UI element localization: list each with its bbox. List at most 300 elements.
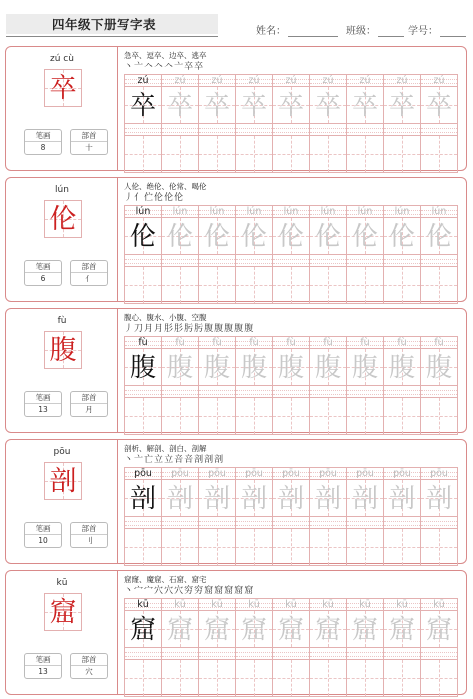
pinyin-guide-line (125, 259, 161, 260)
stroke-step: 宀 (134, 586, 144, 596)
grid-guide-horizontal (384, 285, 420, 286)
trace-character: 剖 (203, 484, 230, 514)
writing-cell[interactable] (198, 610, 236, 648)
trace-character: 卒 (388, 91, 415, 121)
grid-guide-horizontal (199, 285, 235, 286)
grid-guide-horizontal (236, 547, 272, 548)
stroke-step: 窟 (224, 586, 234, 596)
writing-cell[interactable] (272, 397, 310, 435)
grid-guide-horizontal (310, 416, 346, 417)
writing-cell[interactable] (272, 217, 310, 255)
pinyin-trace: zú (433, 75, 445, 86)
character-row (124, 217, 466, 254)
writing-cell[interactable] (124, 266, 162, 304)
pinyin-trace: fù (175, 337, 185, 348)
stroke-step: 丿 (124, 193, 134, 203)
grid-guide-horizontal (273, 154, 309, 155)
pinyin-guide-line (421, 652, 457, 653)
pinyin-guide-line (236, 390, 272, 391)
page-header (0, 0, 473, 40)
pinyin-guide-line (236, 132, 272, 133)
pinyin-guide-line (384, 390, 420, 391)
pinyin-guide-line (236, 525, 272, 526)
writing-cell[interactable] (346, 135, 384, 173)
writing-cell[interactable] (124, 217, 162, 255)
pinyin-guide-line (310, 521, 346, 522)
grid-guide-horizontal (273, 416, 309, 417)
pinyin-trace: kū (396, 599, 408, 610)
writing-cell[interactable] (383, 217, 421, 255)
writing-cell[interactable] (309, 610, 347, 648)
pinyin-guide-line (347, 259, 383, 260)
pinyin-guide-line (384, 656, 420, 657)
writing-cell[interactable] (272, 610, 310, 648)
pinyin-trace: pōu (393, 468, 411, 479)
pinyin-guide-line (421, 656, 457, 657)
stroke-step: 月 (144, 324, 154, 334)
example-words: 剖析、解剖、剖白、剖解 (124, 444, 207, 453)
practice-grid (124, 205, 466, 303)
pinyin-guide-line (236, 394, 272, 395)
pinyin-trace: lún (209, 206, 225, 217)
pinyin-guide-line (162, 394, 198, 395)
pinyin-guide-line (125, 132, 161, 133)
class-blank[interactable] (378, 27, 404, 37)
pinyin-guide-line (199, 259, 235, 260)
writing-cell[interactable] (420, 610, 458, 648)
number-blank[interactable] (440, 27, 466, 37)
writing-cell[interactable] (161, 86, 199, 124)
writing-cell[interactable] (309, 217, 347, 255)
writing-cell[interactable] (309, 528, 347, 566)
trace-character: 腹 (203, 353, 230, 383)
character-box (44, 331, 82, 369)
character-pinyin: zú cù (50, 54, 74, 64)
grid-guide-horizontal (421, 678, 457, 679)
pinyin-row (124, 254, 466, 266)
character-glyph: 剖 (49, 466, 77, 497)
character-box (44, 200, 82, 238)
writing-cell[interactable] (309, 659, 347, 697)
pinyin-guide-line (199, 390, 235, 391)
stroke-count-box (24, 129, 62, 155)
writing-cell[interactable] (124, 659, 162, 697)
pinyin-trace: kū (433, 599, 445, 610)
writing-cell[interactable] (235, 397, 273, 435)
writing-cell[interactable] (198, 266, 236, 304)
grid-guide-horizontal (273, 285, 309, 286)
writing-cell[interactable] (383, 348, 421, 386)
writing-cell[interactable] (346, 217, 384, 255)
writing-cell[interactable] (420, 135, 458, 173)
character-row (124, 86, 466, 123)
pinyin-guide-line (310, 394, 346, 395)
writing-cell[interactable] (346, 479, 384, 517)
character-card (5, 308, 467, 433)
stroke-order (124, 61, 203, 73)
writing-cell[interactable] (161, 348, 199, 386)
pinyin-guide-line (421, 521, 457, 522)
stroke-step: 穷 (194, 586, 204, 596)
stroke-step: 剖 (204, 455, 214, 465)
pinyin-guide-line (347, 394, 383, 395)
writing-cell[interactable] (383, 266, 421, 304)
writing-cell[interactable] (124, 479, 162, 517)
pinyin-trace: zú (248, 75, 260, 86)
pinyin-guide-line (421, 132, 457, 133)
writing-cell[interactable] (309, 266, 347, 304)
writing-cell[interactable] (309, 135, 347, 173)
practice-grid (124, 74, 466, 172)
writing-cell[interactable] (198, 135, 236, 173)
writing-cell[interactable] (235, 217, 273, 255)
stroke-step: 咅 (184, 455, 194, 465)
trace-character: 腹 (166, 353, 193, 383)
writing-cell[interactable] (272, 348, 310, 386)
character-row (124, 348, 466, 385)
stroke-step: 剖 (214, 455, 224, 465)
writing-cell[interactable] (272, 86, 310, 124)
stroke-step: 伫 (144, 193, 154, 203)
pinyin-guide-line (125, 390, 161, 391)
trace-character: 卒 (314, 91, 341, 121)
stroke-step: 𠆢 (144, 62, 154, 72)
stroke-step: 肟 (194, 324, 204, 334)
writing-cell[interactable] (420, 266, 458, 304)
writing-cell[interactable] (383, 479, 421, 517)
grid-guide-horizontal (125, 416, 161, 417)
pinyin-guide-line (125, 521, 161, 522)
radical-box (70, 522, 108, 548)
pinyin-trace: lún (431, 206, 447, 217)
trace-character: 卒 (166, 91, 193, 121)
pinyin-trace: pōu (171, 468, 189, 479)
pinyin-guide-line (236, 259, 272, 260)
writing-cell[interactable] (346, 266, 384, 304)
trace-character: 伦 (425, 222, 452, 252)
pinyin-trace: fù (360, 337, 370, 348)
writing-cell[interactable] (420, 86, 458, 124)
writing-cell[interactable] (383, 397, 421, 435)
stroke-step: 剖 (194, 455, 204, 465)
stroke-step: 丶 (124, 455, 134, 465)
writing-cell[interactable] (272, 528, 310, 566)
writing-cell[interactable] (309, 86, 347, 124)
pinyin-trace: zú (359, 75, 371, 86)
character-row (124, 266, 466, 303)
sample-character: 剖 (129, 484, 156, 514)
pinyin-guide-line (199, 394, 235, 395)
radical-value: 亻 (85, 274, 93, 283)
trace-character: 剖 (277, 484, 304, 514)
writing-cell[interactable] (235, 659, 273, 697)
writing-cell[interactable] (161, 397, 199, 435)
grid-guide-horizontal (421, 285, 457, 286)
number-field[interactable] (408, 22, 466, 37)
stroke-step: 咅 (174, 455, 184, 465)
writing-cell[interactable] (420, 217, 458, 255)
pinyin-row (124, 336, 466, 348)
trace-character: 窟 (166, 615, 193, 645)
writing-cell[interactable] (346, 610, 384, 648)
grid-guide-horizontal (125, 154, 161, 155)
character-pinyin: lún (55, 185, 69, 195)
stroke-step: 腹 (224, 324, 234, 334)
stroke-step: 月 (154, 324, 164, 334)
pinyin-guide-line (421, 259, 457, 260)
grid-guide-horizontal (421, 154, 457, 155)
grid-guide-horizontal (236, 678, 272, 679)
writing-cell[interactable] (161, 528, 199, 566)
writing-cell[interactable] (420, 659, 458, 697)
character-card (5, 46, 467, 171)
stroke-step: 亻 (134, 193, 144, 203)
writing-cell[interactable] (198, 86, 236, 124)
trace-character: 剖 (166, 484, 193, 514)
stroke-step: 穴 (174, 586, 184, 596)
pinyin-guide-line (199, 525, 235, 526)
writing-cell[interactable] (235, 348, 273, 386)
pinyin-guide-line (125, 394, 161, 395)
radical-label: 部首 (71, 654, 107, 666)
grid-guide-horizontal (199, 678, 235, 679)
writing-cell[interactable] (235, 479, 273, 517)
pinyin-trace: pōu (356, 468, 374, 479)
pinyin-trace: lún (172, 206, 188, 217)
writing-cell[interactable] (346, 659, 384, 697)
grid-guide-horizontal (384, 154, 420, 155)
writing-cell[interactable] (420, 479, 458, 517)
writing-cell[interactable] (420, 528, 458, 566)
grid-guide-horizontal (310, 154, 346, 155)
writing-cell[interactable] (198, 397, 236, 435)
writing-cell[interactable] (235, 266, 273, 304)
stroke-step: 立 (164, 455, 174, 465)
stroke-step: 亠 (174, 62, 184, 72)
trace-character: 窟 (203, 615, 230, 645)
writing-cell[interactable] (161, 659, 199, 697)
pinyin-trace: zú (396, 75, 408, 86)
writing-cell[interactable] (198, 479, 236, 517)
writing-cell[interactable] (124, 348, 162, 386)
stroke-step: 腹 (204, 324, 214, 334)
writing-cell[interactable] (161, 479, 199, 517)
writing-cell[interactable] (272, 659, 310, 697)
trace-character: 剖 (314, 484, 341, 514)
stroke-step: 穷 (184, 586, 194, 596)
pinyin-row (124, 205, 466, 217)
writing-cell[interactable] (161, 610, 199, 648)
writing-cell[interactable] (124, 135, 162, 173)
character-row (124, 610, 466, 647)
trace-character: 腹 (351, 353, 378, 383)
writing-cell[interactable] (420, 397, 458, 435)
writing-cell[interactable] (346, 528, 384, 566)
pinyin-trace: fù (249, 337, 259, 348)
writing-cell[interactable] (346, 397, 384, 435)
example-words: 人伦、绝伦、伦常、喝伦 (124, 182, 207, 191)
trace-character: 窟 (240, 615, 267, 645)
pinyin-guide-line (162, 652, 198, 653)
stroke-step: 窟 (234, 586, 244, 596)
pinyin-guide-line (347, 656, 383, 657)
writing-cell[interactable] (383, 610, 421, 648)
name-blank[interactable] (288, 27, 338, 37)
pinyin-guide-line (273, 128, 309, 129)
stroke-count-box (24, 260, 62, 286)
character-glyph: 伦 (49, 204, 77, 235)
character-card (5, 570, 467, 695)
name-field[interactable] (256, 22, 338, 37)
radical-value: 刂 (85, 536, 93, 545)
stroke-count-value: 8 (40, 143, 46, 152)
grid-guide-horizontal (347, 416, 383, 417)
writing-cell[interactable] (198, 348, 236, 386)
writing-cell[interactable] (272, 135, 310, 173)
writing-cell[interactable] (346, 86, 384, 124)
writing-cell[interactable] (309, 479, 347, 517)
pinyin-guide-line (199, 656, 235, 657)
class-field[interactable] (346, 22, 404, 37)
writing-cell[interactable] (198, 659, 236, 697)
grid-guide-horizontal (236, 285, 272, 286)
writing-cell[interactable] (383, 528, 421, 566)
page-title: 四年级下册写字表 (52, 17, 157, 32)
pinyin-trace: kū (359, 599, 371, 610)
pinyin-guide-line (162, 128, 198, 129)
radical-value: 十 (85, 143, 93, 152)
writing-cell[interactable] (161, 266, 199, 304)
trace-character: 腹 (240, 353, 267, 383)
character-pinyin: pōu (53, 447, 71, 457)
example-words: 腹心、腹水、小腹、空腹 (124, 313, 207, 322)
character-card (5, 177, 467, 302)
stroke-step: 窟 (214, 586, 224, 596)
writing-cell[interactable] (346, 348, 384, 386)
pinyin-guide-line (310, 263, 346, 264)
writing-cell[interactable] (309, 397, 347, 435)
pinyin-guide-line (384, 652, 420, 653)
writing-cell[interactable] (161, 135, 199, 173)
pinyin-guide-line (347, 521, 383, 522)
pinyin-guide-line (347, 652, 383, 653)
character-glyph: 卒 (49, 73, 77, 104)
practice-panel (119, 571, 467, 694)
writing-cell[interactable] (124, 397, 162, 435)
writing-cell[interactable] (383, 659, 421, 697)
radical-value: 月 (85, 405, 93, 414)
pinyin-trace: kū (322, 599, 334, 610)
writing-cell[interactable] (383, 86, 421, 124)
radical-box (70, 391, 108, 417)
pinyin-guide-line (273, 394, 309, 395)
trace-character: 腹 (388, 353, 415, 383)
stroke-step: 伦 (164, 193, 174, 203)
pinyin-guide-line (273, 656, 309, 657)
pinyin-sample: zú (137, 75, 149, 86)
pinyin-trace: zú (211, 75, 223, 86)
grid-guide-horizontal (421, 547, 457, 548)
pinyin-row (124, 598, 466, 610)
trace-character: 窟 (388, 615, 415, 645)
trace-character: 伦 (166, 222, 193, 252)
writing-cell[interactable] (198, 217, 236, 255)
pinyin-trace: lún (357, 206, 373, 217)
writing-cell[interactable] (235, 528, 273, 566)
writing-cell[interactable] (161, 217, 199, 255)
pinyin-guide-line (199, 128, 235, 129)
character-box (44, 69, 82, 107)
pinyin-trace: kū (211, 599, 223, 610)
grid-guide-horizontal (125, 547, 161, 548)
pinyin-guide-line (310, 525, 346, 526)
pinyin-guide-line (310, 652, 346, 653)
writing-cell[interactable] (272, 266, 310, 304)
example-words: 窟窿、魔窟、石窟、窟宅 (124, 575, 207, 584)
stroke-count-label: 笔画 (25, 523, 61, 535)
trace-character: 伦 (388, 222, 415, 252)
pinyin-guide-line (236, 521, 272, 522)
stroke-order (124, 192, 183, 204)
writing-cell[interactable] (124, 528, 162, 566)
trace-character: 卒 (203, 91, 230, 121)
pinyin-sample: fù (138, 337, 148, 348)
pinyin-trace: fù (286, 337, 296, 348)
grid-guide-horizontal (125, 285, 161, 286)
stroke-step: 𠆢 (164, 62, 174, 72)
pinyin-guide-line (347, 132, 383, 133)
writing-cell[interactable] (272, 479, 310, 517)
pinyin-guide-line (273, 132, 309, 133)
character-card (5, 439, 467, 564)
writing-cell[interactable] (235, 610, 273, 648)
stroke-step: 亠 (134, 455, 144, 465)
radical-box (70, 129, 108, 155)
stroke-step: 腹 (234, 324, 244, 334)
grid-guide-horizontal (347, 285, 383, 286)
writing-cell[interactable] (124, 610, 162, 648)
pinyin-guide-line (199, 132, 235, 133)
stroke-count-value: 6 (40, 274, 46, 283)
writing-cell[interactable] (383, 135, 421, 173)
pinyin-trace: fù (397, 337, 407, 348)
pinyin-trace: pōu (282, 468, 300, 479)
pinyin-guide-line (384, 259, 420, 260)
pinyin-guide-line (421, 263, 457, 264)
trace-character: 卒 (240, 91, 267, 121)
pinyin-trace: pōu (245, 468, 263, 479)
radical-label: 部首 (71, 523, 107, 535)
character-info-panel (6, 309, 118, 432)
writing-cell[interactable] (235, 135, 273, 173)
writing-cell[interactable] (420, 348, 458, 386)
writing-cell[interactable] (198, 528, 236, 566)
stroke-step: 伦 (154, 193, 164, 203)
practice-panel (119, 440, 467, 563)
writing-cell[interactable] (309, 348, 347, 386)
grid-guide-horizontal (162, 547, 198, 548)
writing-cell[interactable] (235, 86, 273, 124)
writing-cell[interactable] (124, 86, 162, 124)
grid-guide-horizontal (236, 416, 272, 417)
pinyin-guide-line (162, 132, 198, 133)
stroke-step: 穴 (164, 586, 174, 596)
class-label: 班级： (346, 26, 376, 37)
pinyin-guide-line (125, 652, 161, 653)
pinyin-guide-line (236, 652, 272, 653)
pinyin-trace: pōu (208, 468, 226, 479)
pinyin-guide-line (236, 656, 272, 657)
